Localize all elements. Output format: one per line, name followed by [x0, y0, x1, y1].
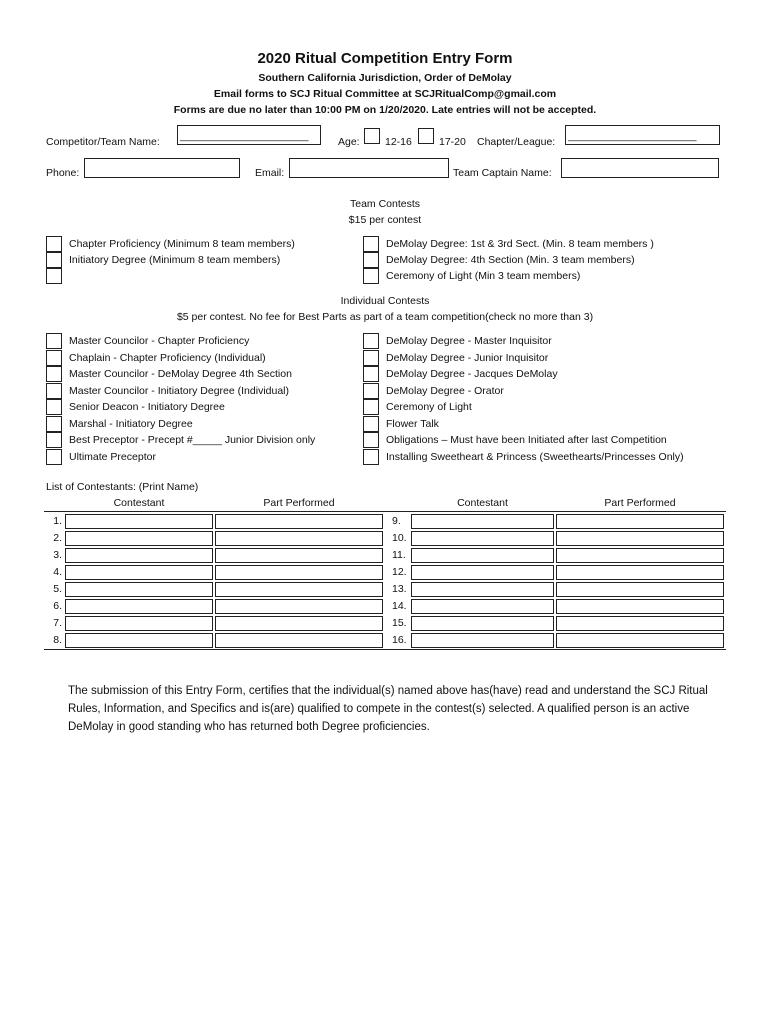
- contestant-name-input[interactable]: [65, 582, 213, 597]
- age-17-20-label: 17-20: [439, 136, 466, 148]
- individual-contest-checkbox[interactable]: [46, 449, 62, 465]
- individual-contest-checkbox[interactable]: [363, 333, 379, 349]
- contestants-heading: List of Contestants: (Print Name): [46, 481, 199, 493]
- contestant-name-input[interactable]: [65, 548, 213, 563]
- email-instructions: Email forms to SCJ Ritual Committee at SCJRitualComp@gmail.com: [213, 88, 557, 100]
- individual-contest-checkbox[interactable]: [363, 449, 379, 465]
- individual-contest-label: Installing Sweetheart & Princess (Sweethearts/Princesses Only): [386, 450, 684, 463]
- row-number: 14.: [392, 600, 407, 612]
- row-number: 7.: [53, 617, 62, 629]
- deadline-notice: Forms are due no later than 10:00 PM on 1/20/2020. Late entries will not be accepted.: [173, 104, 597, 116]
- part-performed-input[interactable]: [556, 531, 724, 546]
- team-contest-label: Chapter Proficiency (Minimum 8 team members): [69, 238, 295, 250]
- row-number: 16.: [392, 634, 407, 646]
- individual-contest-label: Master Councilor - Initiatory Degree (Individual): [69, 384, 290, 397]
- jurisdiction-line: Southern California Jurisdiction, Order of DeMolay: [258, 72, 512, 84]
- row-number: 15.: [392, 617, 407, 629]
- team-contests-price: $15 per contest: [348, 214, 422, 226]
- contestants-table: [44, 513, 726, 649]
- team-contest-checkbox[interactable]: [363, 236, 379, 252]
- phone-field[interactable]: [84, 158, 240, 178]
- contestant-name-input[interactable]: [411, 548, 554, 563]
- part-performed-input[interactable]: [556, 582, 724, 597]
- row-number: 3.: [53, 549, 62, 561]
- row-number: 10.: [392, 532, 407, 544]
- individual-contest-checkbox[interactable]: [46, 333, 62, 349]
- contestant-name-input[interactable]: [411, 599, 554, 614]
- row-number: 2.: [53, 532, 62, 544]
- col-header-part-right: Part Performed: [604, 497, 676, 509]
- individual-contests-price: $5 per contest. No fee for Best Parts as part of a team competition(check no more than 3): [176, 311, 594, 323]
- age-label: Age:: [338, 136, 360, 148]
- individual-contest-label: Master Councilor - Chapter Proficiency: [69, 335, 250, 347]
- individual-contest-checkbox[interactable]: [363, 399, 379, 415]
- individual-contest-label: Flower Talk: [386, 417, 439, 430]
- row-number: 6.: [53, 600, 62, 612]
- individual-contest-label: DeMolay Degree - Junior Inquisitor: [386, 351, 549, 364]
- team-name-field[interactable]: ______________________: [177, 125, 321, 145]
- contestant-name-input[interactable]: [411, 616, 554, 631]
- row-number: 8.: [53, 634, 62, 646]
- individual-contest-checkbox[interactable]: [363, 366, 379, 382]
- individual-contest-checkbox[interactable]: [46, 432, 62, 448]
- contestant-name-input[interactable]: [411, 531, 554, 546]
- part-performed-input[interactable]: [215, 633, 383, 648]
- part-performed-input[interactable]: [215, 565, 383, 580]
- team-contest-label: DeMolay Degree: 4th Section (Min. 3 team members): [386, 254, 635, 266]
- individual-contest-checkbox[interactable]: [363, 432, 379, 448]
- table-row: [44, 632, 726, 649]
- contestant-name-input[interactable]: [65, 616, 213, 631]
- part-performed-input[interactable]: [556, 514, 724, 529]
- team-contest-checkbox[interactable]: [363, 268, 379, 284]
- contestant-name-input[interactable]: [65, 599, 213, 614]
- part-performed-input[interactable]: [556, 565, 724, 580]
- part-performed-input[interactable]: [215, 582, 383, 597]
- individual-contest-label: DeMolay Degree - Jacques DeMolay: [386, 368, 558, 380]
- row-number: 4.: [53, 566, 62, 578]
- individual-contest-label: DeMolay Degree - Master Inquisitor: [386, 335, 552, 347]
- individual-contest-label: Ultimate Preceptor: [69, 450, 156, 463]
- col-header-contestant-left: Contestant: [113, 497, 165, 509]
- part-performed-input[interactable]: [215, 599, 383, 614]
- team-contest-label: DeMolay Degree: 1st & 3rd Sect. (Min. 8 team members ): [386, 238, 654, 250]
- table-header-rule: [44, 511, 726, 512]
- contestant-name-input[interactable]: [65, 633, 213, 648]
- individual-contest-label: Obligations – Must have been Initiated after last Competition: [386, 434, 667, 446]
- row-number: 12.: [392, 566, 407, 578]
- age-17-20-checkbox[interactable]: [418, 128, 434, 144]
- col-header-part-left: Part Performed: [263, 497, 335, 509]
- contestant-name-input[interactable]: [411, 565, 554, 580]
- captain-field[interactable]: [561, 158, 719, 178]
- team-contest-label: Ceremony of Light (Min 3 team members): [386, 270, 581, 282]
- form-title: 2020 Ritual Competition Entry Form: [257, 50, 513, 67]
- team-contest-checkbox[interactable]: [46, 268, 62, 284]
- age-12-16-label: 12-16: [385, 136, 412, 148]
- contestant-name-input[interactable]: [65, 531, 213, 546]
- individual-contest-checkbox[interactable]: [363, 416, 379, 432]
- contestant-name-input[interactable]: [411, 633, 554, 648]
- row-number: 5.: [53, 583, 62, 595]
- individual-contest-checkbox[interactable]: [363, 350, 379, 366]
- individual-contest-checkbox[interactable]: [46, 399, 62, 415]
- individual-contest-label: DeMolay Degree - Orator: [386, 384, 504, 397]
- team-contests-heading: Team Contests: [349, 198, 421, 210]
- part-performed-input[interactable]: [215, 531, 383, 546]
- part-performed-input[interactable]: [215, 548, 383, 563]
- table-row: [44, 615, 726, 632]
- row-number: 13.: [392, 583, 407, 595]
- phone-label: Phone:: [46, 167, 80, 179]
- part-performed-input[interactable]: [556, 548, 724, 563]
- col-header-contestant-right: Contestant: [457, 497, 508, 509]
- table-row: [44, 598, 726, 615]
- table-row: [44, 547, 726, 564]
- individual-contest-checkbox[interactable]: [46, 416, 62, 432]
- table-row: [44, 564, 726, 581]
- individual-contest-checkbox[interactable]: [46, 350, 62, 366]
- team-contest-checkbox[interactable]: [46, 236, 62, 252]
- team-contest-label: Initiatory Degree (Minimum 8 team members): [69, 254, 281, 266]
- part-performed-input[interactable]: [215, 616, 383, 631]
- individual-contest-label: Master Councilor - DeMolay Degree 4th Section: [69, 368, 292, 380]
- captain-label: Team Captain Name:: [453, 167, 552, 179]
- individual-contest-label: Best Preceptor - Precept #_____ Junior Division only: [69, 434, 316, 446]
- part-performed-input[interactable]: [556, 633, 724, 648]
- individual-contest-label: Ceremony of Light: [386, 401, 472, 413]
- individual-contest-checkbox[interactable]: [46, 383, 62, 399]
- contestant-name-input[interactable]: [65, 565, 213, 580]
- individual-contest-label: Marshal - Initiatory Degree: [69, 417, 193, 430]
- row-number: 9.: [392, 515, 401, 527]
- table-row: [44, 581, 726, 598]
- table-row: [44, 513, 726, 530]
- individual-contests-heading: Individual Contests: [340, 295, 430, 307]
- part-performed-input[interactable]: [556, 599, 724, 614]
- individual-contest-checkbox[interactable]: [46, 366, 62, 382]
- team-contest-checkbox[interactable]: [363, 252, 379, 268]
- table-bottom-rule: [44, 649, 726, 650]
- email-label: Email:: [255, 167, 285, 179]
- individual-contest-label: Senior Deacon - Initiatory Degree: [69, 401, 225, 413]
- row-number: 11.: [392, 549, 406, 561]
- part-performed-input[interactable]: [215, 514, 383, 529]
- contestant-name-input[interactable]: [411, 582, 554, 597]
- contestant-name-input[interactable]: [411, 514, 554, 529]
- part-performed-input[interactable]: [556, 616, 724, 631]
- certification-statement: The submission of this Entry Form, certifies that the individual(s) named above has(have) read and understand the SCJ Ritual Rules, Information, and Specifics and is(are) qualified to compete in the contest(s) selected. A qualified person is an active DeMolay in good standing who has returned both Degree proficiencies.: [68, 685, 708, 733]
- individual-contest-checkbox[interactable]: [363, 383, 379, 399]
- individual-contest-label: Chaplain - Chapter Proficiency (Individual): [69, 351, 266, 364]
- chapter-field[interactable]: ______________________: [565, 125, 720, 145]
- email-field[interactable]: [289, 158, 449, 178]
- table-row: [44, 530, 726, 547]
- contestant-name-input[interactable]: [65, 514, 213, 529]
- team-name-label: Competitor/Team Name:: [46, 136, 160, 148]
- age-12-16-checkbox[interactable]: [364, 128, 380, 144]
- team-contest-checkbox[interactable]: [46, 252, 62, 268]
- row-number: 1.: [53, 515, 62, 527]
- chapter-label: Chapter/League:: [477, 136, 556, 148]
